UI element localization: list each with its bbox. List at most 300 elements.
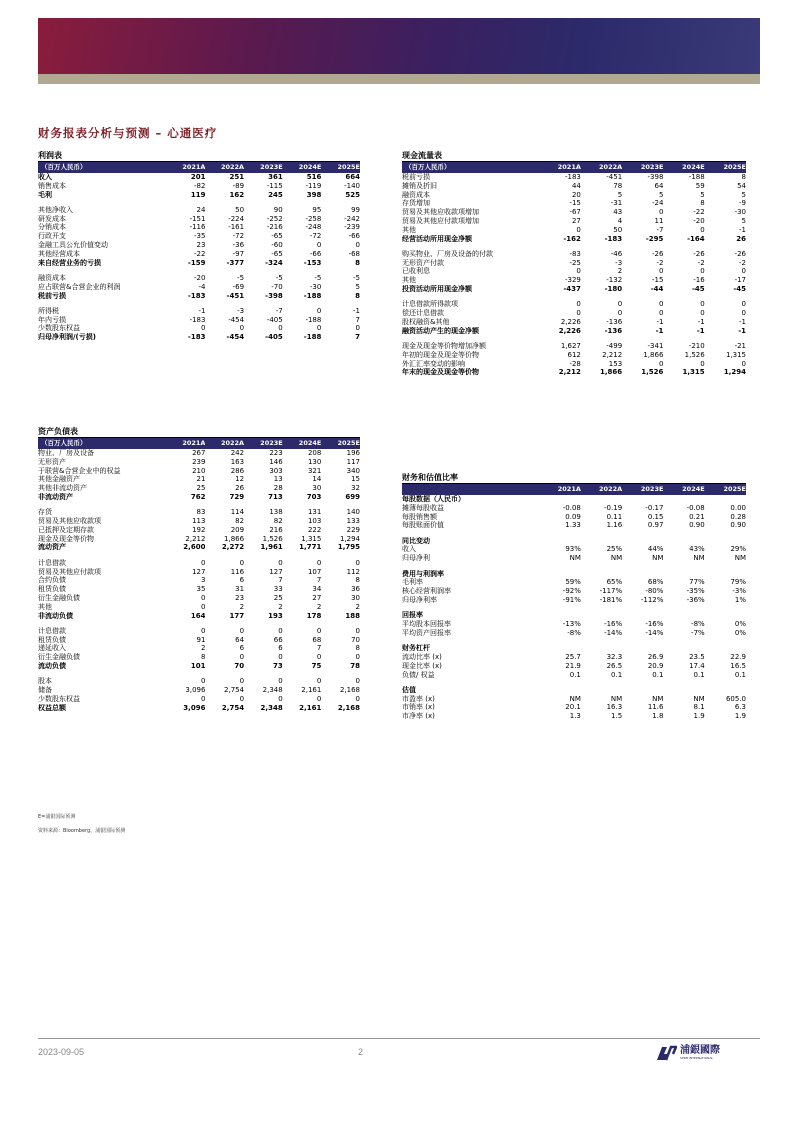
value-cell: 44 (571, 181, 581, 190)
value-cell: -183 (189, 315, 206, 324)
value-cell: -26 (734, 249, 746, 258)
value-cell: 2,754 (224, 686, 245, 695)
value-cell: NM (652, 554, 664, 563)
total-row (38, 173, 360, 182)
value-cell: 20.1 (565, 703, 581, 712)
value-cell (581, 686, 622, 695)
value-cell: 2 (200, 644, 206, 653)
value-cell: -31 (610, 199, 623, 208)
row-label: 核心经营利润率 (402, 587, 451, 596)
value-cell: -5 (275, 273, 283, 282)
row-label: 每股账面价值 (402, 521, 444, 530)
value-cell: 0 (658, 309, 664, 318)
value-cell (540, 495, 581, 504)
value-cell: -216 (266, 223, 283, 232)
row-label: 递延收入 (38, 644, 66, 653)
value-cell: 8 (741, 173, 746, 181)
row-label: 流动资产 (38, 543, 66, 552)
row-label: 经营活动所用现金净额 (402, 234, 472, 243)
value-cell: NM (610, 554, 623, 563)
value-cell: -36% (686, 595, 705, 604)
table-row (38, 526, 360, 535)
total-row (38, 543, 360, 552)
value-cell: -164 (687, 234, 705, 243)
section-title: 资产负债表 (38, 427, 360, 438)
value-cell: 44% (647, 545, 664, 554)
value-cell: 2,212 (558, 368, 581, 377)
subheading-row (402, 570, 746, 579)
value-cell: 222 (307, 525, 322, 534)
value-cell: NM (693, 694, 705, 703)
value-cell: -1 (655, 326, 664, 335)
value-cell: 5 (700, 190, 705, 199)
value-cell (540, 537, 581, 546)
value-cell: -1 (738, 326, 746, 335)
total-row (402, 285, 746, 294)
value-cell: 7 (355, 315, 360, 324)
subheading-row (402, 611, 746, 620)
row-label: 研发成本 (38, 214, 66, 223)
value-cell: 2,272 (221, 543, 245, 552)
table-row (38, 653, 360, 662)
table-row (402, 226, 746, 235)
year-header: 2025E (705, 162, 746, 173)
value-cell: 14 (312, 475, 322, 484)
table-row (38, 274, 360, 283)
value-cell: -451 (226, 291, 245, 300)
row-label: 合约负债 (38, 576, 66, 585)
value-cell: 0 (239, 626, 245, 635)
value-cell: 1.8 (652, 712, 664, 721)
value-cell: 0 (200, 626, 206, 635)
value-cell: -115 (266, 181, 283, 190)
value-cell: -1 (696, 326, 705, 335)
value-cell: 33 (273, 585, 283, 594)
value-cell: -162 (563, 234, 581, 243)
value-cell: 0.09 (565, 512, 581, 521)
row-label: 少数股东权益 (38, 694, 80, 703)
table-row (402, 199, 746, 208)
value-cell: 193 (268, 611, 283, 620)
value-cell: 1,294 (723, 368, 746, 377)
total-row (38, 333, 360, 342)
value-cell: 6 (239, 644, 245, 653)
row-label: 权益总额 (38, 703, 66, 712)
value-cell: 2 (617, 267, 623, 276)
total-row (38, 191, 360, 200)
value-cell: 59 (695, 181, 705, 190)
value-cell: 0 (316, 653, 322, 662)
value-cell: 0 (741, 300, 746, 309)
value-cell: 229 (346, 525, 360, 534)
value-cell: -17 (734, 276, 746, 285)
value-cell: -0.08 (562, 503, 581, 512)
value-cell: -210 (688, 342, 705, 351)
value-cell: 7 (316, 644, 322, 653)
value-cell: -22 (693, 208, 705, 217)
value-cell: 192 (192, 525, 206, 534)
value-cell: 0 (278, 324, 283, 333)
table-row (38, 232, 360, 241)
value-cell: 78 (613, 181, 623, 190)
value-cell: 208 (307, 449, 322, 457)
table-row (402, 217, 746, 226)
value-cell: 0 (658, 208, 664, 217)
row-label: 其他 (402, 276, 416, 285)
value-cell (622, 495, 663, 504)
value-cell: -16% (645, 620, 664, 629)
table-row (402, 342, 746, 351)
section-title: 现金流量表 (402, 151, 746, 162)
value-cell: -72 (309, 232, 322, 241)
value-cell: 32 (351, 484, 360, 493)
table-row (38, 324, 360, 333)
row-label: 毛利率 (402, 578, 423, 587)
value-cell: NM (734, 554, 746, 563)
table-row (402, 712, 746, 721)
value-cell: 70 (351, 635, 360, 644)
value-cell: 64 (235, 635, 245, 644)
value-cell: 65% (606, 578, 623, 587)
row-label: 财务杠杆 (402, 644, 430, 653)
table-row (402, 521, 746, 530)
value-cell: -1 (739, 225, 746, 234)
value-cell: 0.97 (647, 521, 664, 530)
value-cell: 0 (278, 694, 283, 703)
subheading-row (402, 495, 746, 504)
value-cell (705, 686, 746, 695)
year-header: 2023E (244, 162, 283, 173)
header-banner-bar (38, 74, 760, 84)
value-cell: 8 (700, 199, 705, 208)
value-cell (540, 644, 581, 653)
value-cell: 25.7 (565, 652, 581, 661)
row-label: 贸易及其他应收款项增加 (402, 208, 479, 217)
value-cell (663, 570, 704, 579)
value-cell: 0 (741, 309, 746, 318)
value-cell: -66 (348, 232, 360, 241)
value-cell: 0.11 (606, 512, 623, 521)
year-header: 2024E (283, 438, 322, 449)
value-cell: 146 (269, 457, 283, 466)
value-cell: -66 (309, 249, 322, 258)
footnote-source: 资料来源：Bloomberg、浦银国际预测 (38, 828, 126, 834)
value-cell: 101 (190, 662, 206, 671)
value-cell (540, 570, 581, 579)
value-cell: -30 (734, 208, 746, 217)
value-cell: 0 (239, 694, 245, 703)
value-cell: 7 (355, 333, 360, 342)
value-cell: -2 (697, 258, 705, 267)
table-row (402, 191, 746, 200)
value-cell: 0 (200, 324, 206, 333)
row-label: 其他经营成本 (38, 249, 80, 258)
value-cell: -454 (226, 333, 245, 342)
financial-ratios (402, 473, 746, 721)
value-cell: 0 (316, 558, 322, 567)
value-cell: 1,795 (337, 543, 360, 552)
value-cell: 95 (312, 205, 322, 214)
value-cell: 0 (576, 309, 581, 318)
value-cell: 16.3 (606, 703, 623, 712)
value-cell: 0 (658, 359, 664, 368)
year-header: 2021A (167, 438, 206, 449)
value-cell: -4 (198, 282, 206, 291)
year-header: 2023E (244, 438, 283, 449)
value-cell: 1.33 (565, 521, 581, 530)
value-cell: 525 (345, 190, 360, 199)
value-cell: 66 (273, 635, 283, 644)
table-row (402, 318, 746, 327)
value-cell: -183 (187, 333, 206, 342)
value-cell: 699 (345, 492, 360, 501)
value-cell: -183 (187, 291, 206, 300)
value-cell: -188 (305, 315, 322, 324)
value-cell: -341 (647, 342, 664, 351)
total-row (402, 327, 746, 336)
row-label: 股本 (38, 677, 52, 686)
value-cell (581, 570, 622, 579)
table-row (38, 576, 360, 585)
value-cell: -258 (305, 214, 322, 223)
value-cell: 398 (306, 190, 322, 199)
value-cell (622, 570, 663, 579)
value-cell: 5 (741, 190, 746, 199)
value-cell: -72 (232, 232, 245, 241)
value-cell: 516 (306, 173, 322, 181)
value-cell: 91 (196, 635, 206, 644)
cash-flow-statement (402, 151, 746, 377)
row-label: 税前亏损 (38, 291, 66, 300)
value-cell: 15 (351, 475, 360, 484)
value-cell: 1,315 (682, 368, 705, 377)
value-cell: -0.08 (686, 503, 705, 512)
value-cell: 303 (269, 466, 283, 475)
value-cell: NM (693, 554, 705, 563)
value-cell: NM (652, 694, 664, 703)
row-label: 市盈率 (x) (402, 694, 435, 703)
value-cell: 664 (345, 173, 360, 181)
value-cell: 5 (658, 190, 664, 199)
value-cell: 163 (230, 457, 245, 466)
value-cell: 0 (316, 306, 322, 315)
value-cell: -68 (348, 249, 360, 258)
year-header: 2025E (705, 484, 746, 495)
data-table (38, 438, 360, 713)
value-cell: 1,961 (260, 543, 283, 552)
row-label: 回报率 (402, 611, 423, 620)
value-cell: -0.17 (645, 503, 664, 512)
table-row (38, 535, 360, 544)
table-row (402, 578, 746, 587)
value-cell: -3 (615, 258, 623, 267)
value-cell: 162 (229, 190, 245, 199)
total-row (38, 662, 360, 671)
value-cell: 0 (239, 558, 245, 567)
value-cell: 31 (235, 585, 245, 594)
table-header-row (402, 162, 746, 173)
table-row (402, 513, 746, 522)
table-row (402, 703, 746, 712)
footer-date: 2023-09-05 (38, 1047, 85, 1057)
row-label: 年内亏损 (38, 315, 66, 324)
value-cell: -7 (275, 306, 283, 315)
value-cell: 6 (239, 576, 245, 585)
value-cell: -89 (232, 181, 245, 190)
value-cell: -15 (569, 199, 581, 208)
value-cell: -2 (739, 258, 746, 267)
value-cell: 0 (617, 300, 623, 309)
footnote-estimate: E=浦银国际预测 (38, 814, 76, 820)
year-header: 2024E (663, 484, 704, 495)
value-cell: 13 (273, 475, 283, 484)
value-cell: 43 (613, 208, 623, 217)
value-cell: -398 (265, 291, 283, 300)
value-cell: 239 (192, 457, 206, 466)
value-cell: -7% (691, 628, 705, 637)
value-cell: 0 (278, 626, 283, 635)
value-cell: 0 (741, 267, 746, 276)
value-cell: 2 (239, 602, 245, 611)
value-cell: 12 (235, 475, 245, 484)
total-row (402, 235, 746, 244)
table-row (402, 351, 746, 360)
value-cell: 153 (608, 359, 623, 368)
value-cell: 50 (235, 205, 245, 214)
value-cell: 0 (355, 653, 360, 662)
data-table (402, 162, 746, 377)
value-cell: 8 (200, 653, 206, 662)
value-cell: 188 (345, 611, 360, 620)
year-header: 2023E (622, 162, 663, 173)
value-cell: -8% (691, 620, 705, 629)
value-cell: -248 (305, 223, 322, 232)
value-cell: 83 (196, 508, 206, 517)
row-label: 储备 (38, 686, 52, 695)
value-cell: -242 (344, 214, 360, 223)
value-cell: 0 (355, 677, 360, 686)
value-cell: 1,315 (301, 534, 322, 543)
section-title: 利润表 (38, 151, 360, 162)
footer-divider (38, 1038, 760, 1039)
value-cell: 0 (355, 694, 360, 703)
value-cell: 340 (346, 466, 360, 475)
table-row (38, 585, 360, 594)
value-cell: -28 (569, 359, 581, 368)
value-cell: 2,212 (602, 350, 623, 359)
value-cell: -188 (303, 291, 322, 300)
row-label: 每股数据（人民币） (402, 495, 465, 503)
value-cell: -14% (645, 628, 664, 637)
value-cell: -153 (303, 258, 322, 267)
value-cell: -188 (303, 333, 322, 342)
value-cell (705, 495, 746, 504)
value-cell (663, 644, 704, 653)
value-cell: 0 (200, 558, 206, 567)
value-cell: -5 (237, 273, 245, 282)
value-cell: -116 (189, 223, 206, 232)
row-label: 来自经营业务的亏损 (38, 258, 101, 267)
value-cell: -92% (562, 587, 581, 596)
value-cell: 1,526 (262, 534, 283, 543)
row-label: 融资成本 (402, 190, 430, 199)
row-label: 购买物业、厂房及设备的付款 (402, 249, 493, 258)
value-cell: -22 (194, 249, 206, 258)
value-cell: 25 (196, 484, 206, 493)
value-cell: 2 (278, 602, 283, 611)
row-label: 无形资产付款 (402, 258, 444, 267)
table-header-row (402, 484, 746, 495)
value-cell: 1% (734, 595, 746, 604)
value-cell: -119 (305, 181, 322, 190)
table-row (402, 587, 746, 596)
value-cell: 140 (346, 508, 360, 517)
value-cell: -3% (732, 587, 746, 596)
row-label: 金融工具公允价值变动 (38, 241, 108, 250)
value-cell: -9 (739, 199, 746, 208)
table-row (402, 360, 746, 369)
value-cell: 0.1 (611, 670, 623, 679)
value-cell: 1,526 (641, 368, 664, 377)
value-cell: 2 (355, 602, 360, 611)
table-row (38, 484, 360, 493)
year-header: 2022A (581, 162, 622, 173)
value-cell: -437 (563, 285, 581, 294)
row-label: 其他金融资产 (38, 475, 80, 484)
value-cell: 0 (658, 300, 664, 309)
value-cell: -377 (226, 258, 245, 267)
row-label: 其他非流动资产 (38, 484, 87, 493)
value-cell: 2,212 (185, 534, 206, 543)
value-cell: 1,294 (339, 534, 360, 543)
table-row (38, 695, 360, 704)
value-cell (622, 686, 663, 695)
unit-label (402, 484, 540, 495)
value-cell: -15 (651, 276, 664, 285)
value-cell: -70 (271, 282, 283, 291)
value-cell: 1,771 (299, 543, 322, 552)
value-cell: 20.9 (647, 661, 664, 670)
value-cell: -83 (569, 249, 581, 258)
unit-label: （百万人民币） (38, 162, 167, 173)
value-cell: 0 (576, 225, 581, 234)
row-label: 摊销及折旧 (402, 181, 437, 190)
table-row (38, 307, 360, 316)
value-cell: 93% (565, 545, 581, 554)
value-cell: -20 (693, 216, 705, 225)
value-cell: 133 (346, 517, 360, 526)
value-cell: -329 (565, 276, 581, 285)
value-cell (581, 611, 622, 620)
logo-text: 浦銀國際 (680, 1045, 720, 1056)
value-cell: -60 (271, 241, 283, 250)
table-row (402, 309, 746, 318)
table-row (38, 241, 360, 250)
value-cell: 612 (567, 350, 581, 359)
value-cell: -239 (344, 223, 360, 232)
row-label: 收入 (38, 173, 52, 181)
value-cell: -82 (194, 181, 206, 190)
value-cell: -21 (734, 342, 746, 351)
row-label: 租赁负债 (38, 585, 66, 594)
table-row (38, 215, 360, 224)
row-label: 偿还计息借款 (402, 309, 444, 318)
value-cell: 32.3 (606, 652, 623, 661)
year-header: 2021A (540, 484, 581, 495)
value-cell: 0 (239, 653, 245, 662)
value-cell: -7 (656, 225, 664, 234)
value-cell: 251 (229, 173, 245, 181)
